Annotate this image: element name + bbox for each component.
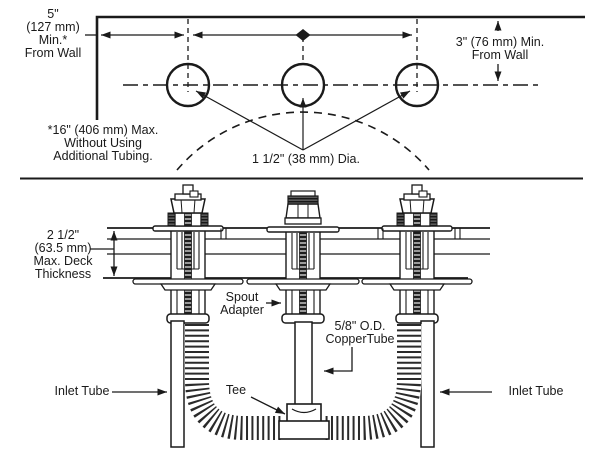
label-inlet-tube-left: Inlet Tube [54, 384, 110, 398]
section-view [90, 185, 492, 447]
label-deck-thickness: 2 1/2" (63.5 mm) Max. Deck Thickness [33, 228, 93, 281]
wall-lines [97, 17, 585, 120]
flex-coil-left [197, 324, 283, 428]
label-back-wall-offset: 3" (76 mm) Min. From Wall [455, 35, 545, 62]
label-hole-diameter: 1 1/2" (38 mm) Dia. [252, 152, 360, 166]
tee-fitting [279, 404, 329, 439]
copper-tube-drawing [295, 322, 312, 406]
label-copper-tube: 5/8" O.D. CopperTube [325, 319, 395, 346]
label-side-wall-offset: 5" (127 mm) Min.* From Wall [24, 7, 82, 60]
inlet-tube-right-drawing [421, 321, 434, 447]
label-tee: Tee [225, 383, 247, 397]
label-spout-adapter: Spout Adapter [220, 290, 264, 317]
label-inlet-tube-right: Inlet Tube [508, 384, 564, 398]
inlet-tube-left-drawing [171, 321, 184, 447]
label-max-spread-note: *16" (406 mm) Max. Without Using Additional Tubing. [47, 123, 159, 163]
